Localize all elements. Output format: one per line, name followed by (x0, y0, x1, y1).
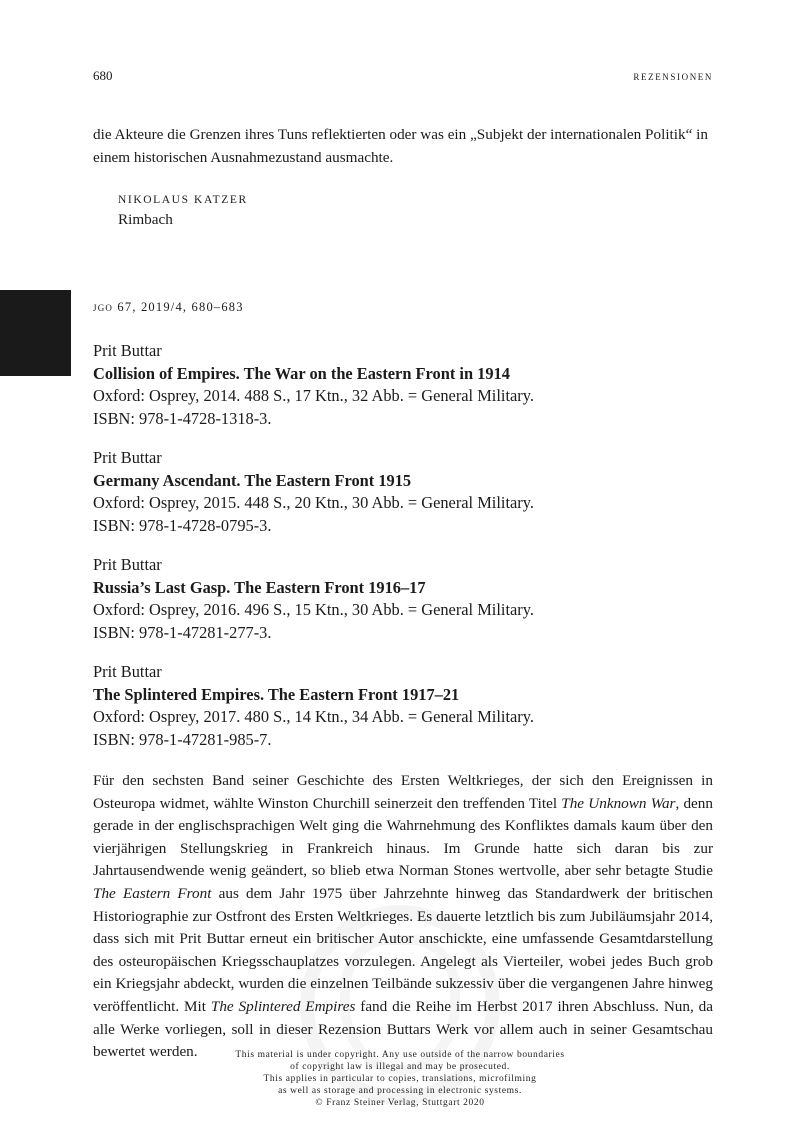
book-author: Prit Buttar (93, 662, 162, 681)
reviewer-place: Rimbach (118, 211, 173, 228)
book-title: Germany Ascendant. The Eastern Front 1915 (93, 470, 412, 490)
italic-title: The Unknown War (561, 794, 676, 812)
running-head: rezensionen (633, 68, 713, 83)
book-publication: Oxford: Osprey, 2015. 448 S., 20 Ktn., 30 Abb. = General Military. (93, 493, 534, 512)
book-isbn: ISBN: 978-1-47281-277-3. (93, 622, 272, 642)
book-isbn: ISBN: 978-1-4728-0795-3. (93, 515, 272, 535)
book-isbn: ISBN: 978-1-47281-985-7. (93, 729, 272, 749)
reviewer-name: NIKOLAUS KATZER (118, 194, 248, 206)
book-author: Prit Buttar (93, 341, 162, 360)
page-header (93, 68, 713, 86)
book-publication: Oxford: Osprey, 2016. 496 S., 15 Ktn., 30 Abb. = General Military. (93, 600, 534, 619)
review-paragraph: Für den sechsten Band seiner Geschichte des Ersten Weltkrieges, der sich den Ereignissen in Osteuropa widmet, wählte Winston Churchill seinerzeit den treffenden Titel The Unknown War, denn gerade in der englischsprachigen Welt ging die Wahrnehmung des Konfliktes damals kaum über den vierjährigen Stellungskrieg in Frankreich hinaus. Im Grunde hatte sich daran bis zur Jahrtausendwende wenig geändert, so blieb etwa Norman Stones wertvolle, aber sehr betagte Studie The Eastern Front aus dem Jahr 1975 über Jahrzehnte hinweg das Standardwerk der britischen Historiographie zur Ostfront des Ersten Weltkrieges. Es dauerte letztlich bis zum Jubiläumsjahr 2014, dass sich mit Prit Buttar erneut ein britischer Autor anschickte, eine umfassende Gesamtdarstellung des osteuropäischen Kriegsschauplatzes vorzulegen. Angelegt als Vierteiler, wobei jedes Buch grob ein Kriegsjahr abdeckt, wurden die einzelnen Teilbände sukzessiv über die vergangenen Jahre hinweg veröffentlicht. Mit The Splintered Empires fand die Reihe im Herbst 2017 ihren Abschluss. Nun, da alle Werke vorliegen, soll in dieser Rezension Buttars Werk vor allem auch in seiner Gesamtschau bewertet werden. (93, 772, 713, 1061)
book-entry (93, 661, 713, 751)
previous-review-closing-text: die Akteure die Grenzen ihres Tuns reflektierten oder was ein „Subjekt der internationalen Politik“ in einem historischen Ausnahmezustand ausmachte. (93, 126, 708, 166)
copyright-notice: This material is under copyright. Any use outside of the narrow boundaries of copyright law is illegal and may be prosecuted. This applies in particular to copies, translations, microfilming as well as storage and processing in electronic systems. © Franz Steiner Verlag, Stuttgart 2020 (235, 1050, 565, 1108)
italic-title: The Eastern Front (93, 884, 212, 902)
book-title: Russia’s Last Gasp. The Eastern Front 1916–17 (93, 577, 426, 597)
book-author: Prit Buttar (93, 555, 162, 574)
book-title: Collision of Empires. The War on the Eastern Front in 1914 (93, 363, 510, 383)
italic-title: The Splintered Empires (210, 997, 356, 1015)
book-title: The Splintered Empires. The Eastern Front 1917–21 (93, 684, 460, 704)
book-isbn: ISBN: 978-1-4728-1318-3. (93, 408, 272, 428)
book-publication: Oxford: Osprey, 2017. 480 S., 14 Ktn., 34 Abb. = General Military. (93, 707, 534, 726)
book-entry (93, 447, 713, 537)
book-entry (93, 340, 713, 430)
page-number: 680 (93, 68, 113, 83)
journal-citation: jgo 67, 2019/4, 680–683 (93, 300, 244, 314)
book-author: Prit Buttar (93, 448, 162, 467)
book-entry (93, 554, 713, 644)
section-thumb-tab (0, 290, 71, 376)
book-publication: Oxford: Osprey, 2014. 488 S., 17 Ktn., 32 Abb. = General Military. (93, 386, 534, 405)
